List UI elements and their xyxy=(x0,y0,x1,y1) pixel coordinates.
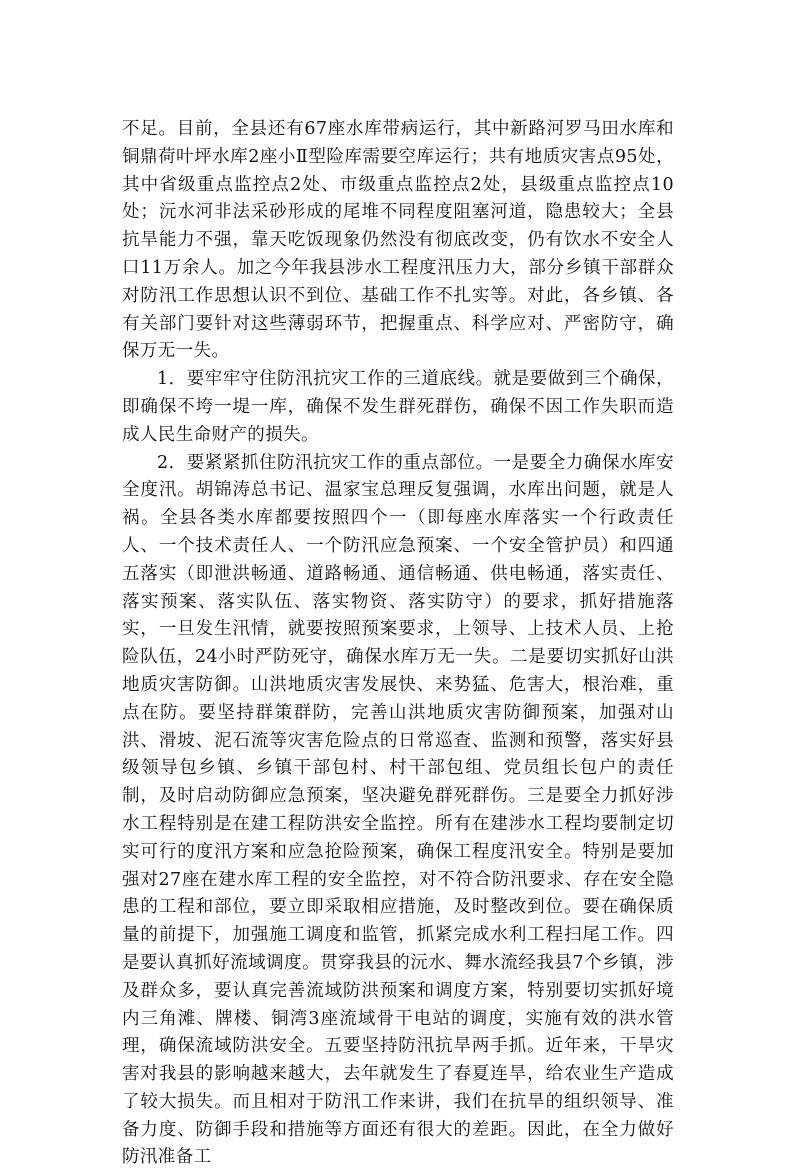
document-body xyxy=(122,116,674,1172)
paragraph-1: 不足。目前，全县还有67座水库带病运行，其中新路河罗马田水库和铜鼎荷叶坪水库2座小Ⅱ型险库需要空库运行；共有地质灾害点95处，其中省级重点监控点2处、市级重点监控点2处，县级重点监控点10处；沅水河非法采砂形成的尾堆不同程度阻塞河道，隐患较大；全县抗旱能力不强，靠天吃饭现象仍然没有彻底改变，仍有饮水不安全人口11万余人。加之今年我县涉水工程度汛压力大，部分乡镇干部群众对防汛工作思想认识不到位、基础工作不扎实等。对此，各乡镇、各有关部门要针对这些薄弱环节，把握重点、科学应对、严密防守，确保万无一失。 xyxy=(122,119,674,362)
paragraph-3: 2．要紧紧抓住防汛抗灾工作的重点部位。一是要全力确保水库安全度汛。胡锦涛总书记、温家宝总理反复强调，水库出问题，就是人祸。全县各类水库都要按照四个一（即每座水库落实一个行政责任人、一个技术责任人、一个防汛应急预案、一个安全管护员）和四通五落实（即泄洪畅通、道路畅通、通信畅通、供电畅通，落实责任、落实预案、落实队伍、落实物资、落实防守）的要求，抓好措施落实，一旦发生汛情，就要按照预案要求，上领导、上技术人员、上抢险队伍，24小时严防死守，确保水库万无一失。二是要切实抓好山洪地质灾害防御。山洪地质灾害发展快、来势猛、危害大，根治难，重点在防。要坚持群策群防，完善山洪地质灾害防御预案，加强对山洪、滑坡、泥石流等灾害危险点的日常巡查、监测和预警，落实好县级领导包乡镇、乡镇干部包村、村干部包组、党员组长包户的责任制，及时启动防御应急预案，坚决避免群死群伤。三是要全力抓好涉水工程特别是在建工程防洪安全监控。所有在建涉水工程均要制定切实可行的度汛方案和应急抢险预案，确保工程度汛安全。特别是要加强对27座在建水库工程的安全监控，对不符合防汛要求、存在安全隐患的工程和部位，要立即采取相应措施，及时整改到位。要在确保质量的前提下，加强施工调度和监管，抓紧完成水利工程扫尾工作。四是要认真抓好流域调度。贯穿我县的沅水、舞水流经我县7个乡镇，涉及群众多，要认真完善流域防洪预案和调度方案，特别要切实抓好境内三角滩、牌楼、铜湾3座流域骨干电站的调度，实施有效的洪水管理，确保流域防洪安全。五要坚持防汛抗旱两手抓。近年来，干旱灾害对我县的影响越来越大，去年就发生了春夏连旱，给农业生产造成了较大损失。而且相对于防汛工作来讲，我们在抗旱的组织领导、准备力度、防御手段和措施等方面还有很大的差距。因此，在全力做好防汛准备工 xyxy=(122,452,674,1168)
paragraph-2: 1．要牢牢守住防汛抗灾工作的三道底线。就是要做到三个确保，即确保不垮一堤一库，确保不发生群死群伤，确保不因工作失职而造成人民生命财产的损失。 xyxy=(122,369,674,445)
